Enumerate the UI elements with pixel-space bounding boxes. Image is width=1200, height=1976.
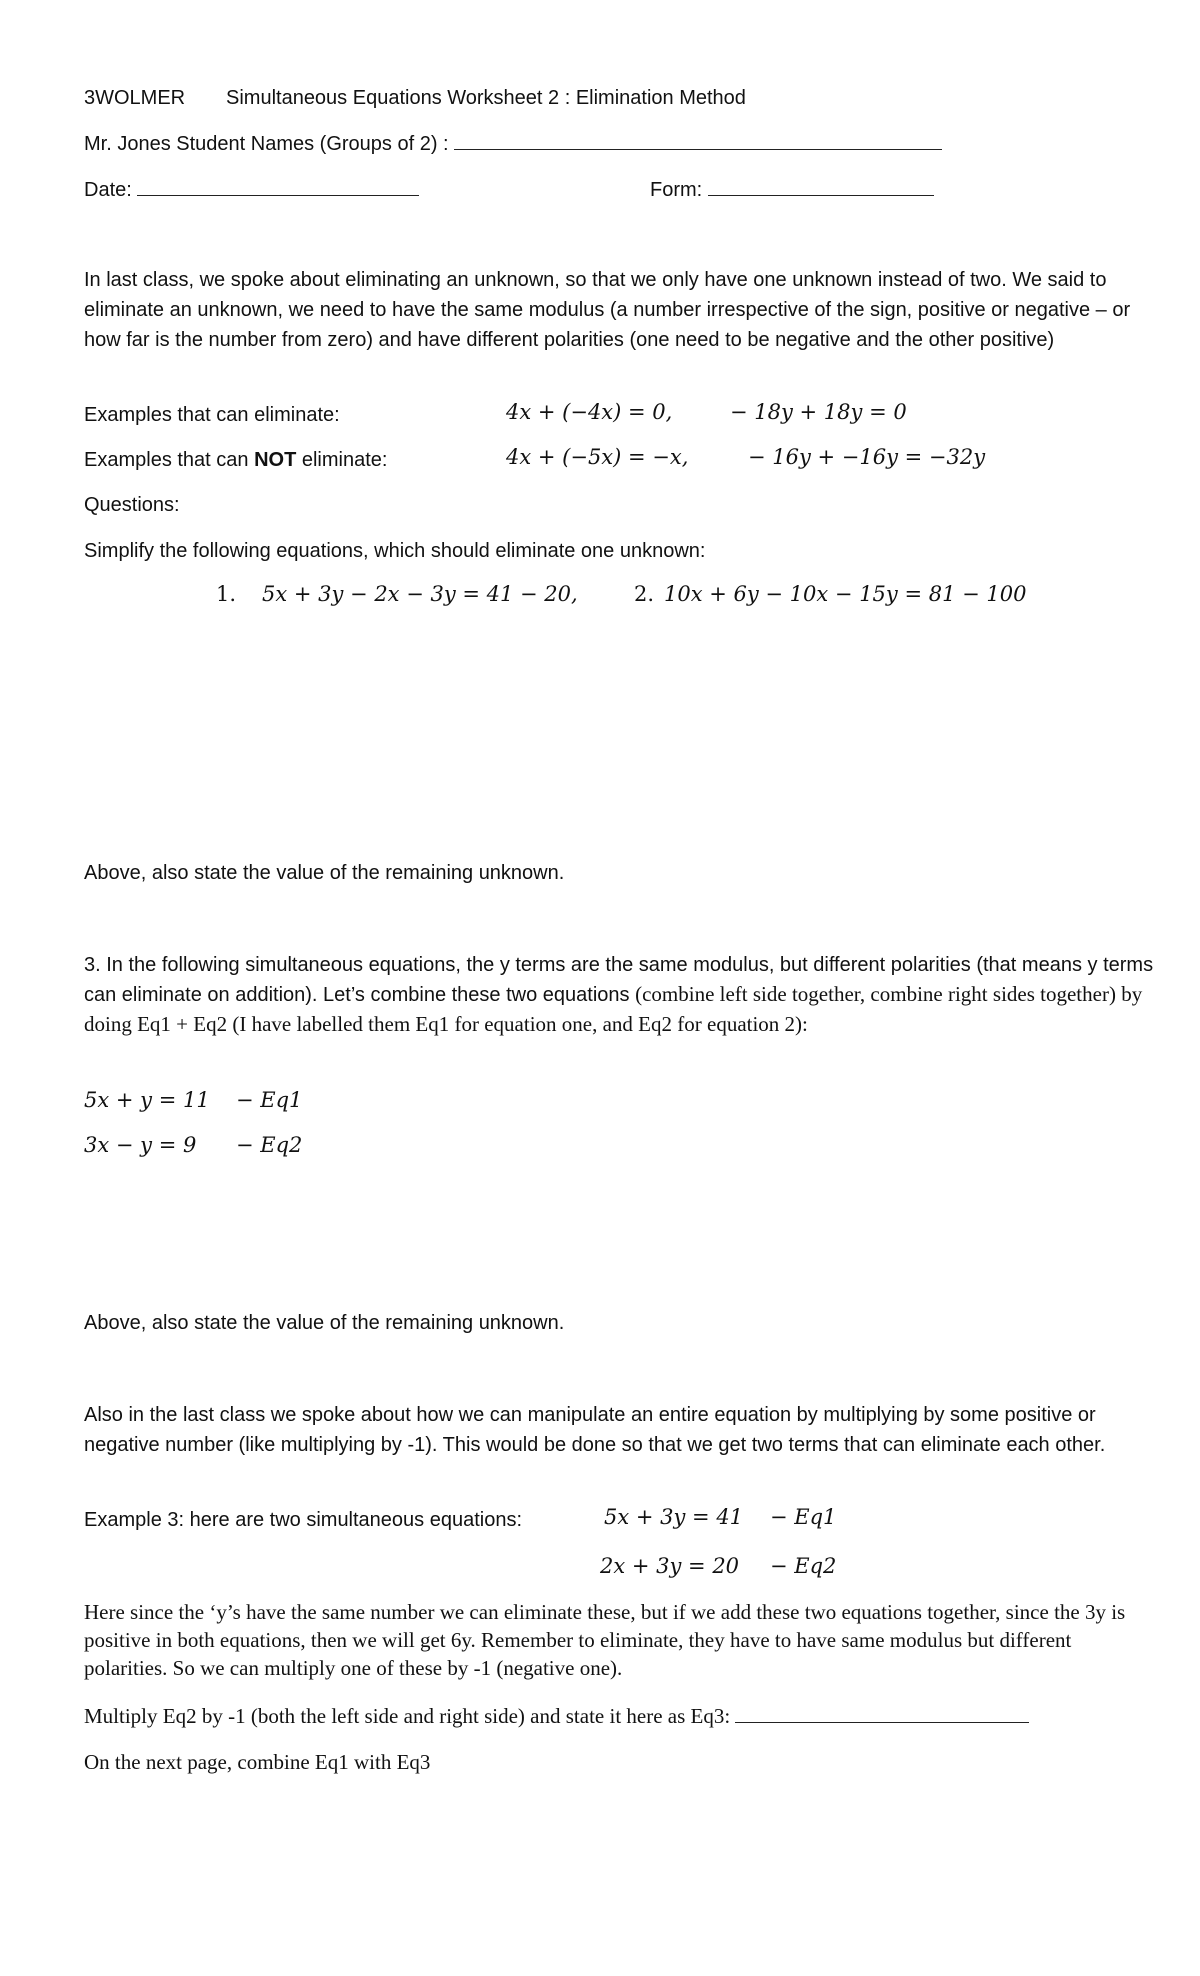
example-3-equation-1: 5x + 3y = 41 (604, 1505, 744, 1529)
student-names-label: Mr. Jones Student Names (Groups of 2) : (84, 133, 449, 155)
elimination-explanation: Here since the ‘y’s have the same number we can eliminate these, but if we add these two equations together, since the 3y is positive in both equations, then we will get 6y. Remember to eliminate, they have to have same modulus but different polarities. So we can multiply one of these by -1 (negative one). (84, 1600, 1126, 1680)
not-emphasis: NOT (254, 449, 297, 471)
course-code: 3WOLMER (84, 87, 186, 109)
example-3-label: Example 3: here are two simultaneous equations: (84, 1509, 523, 1531)
cannot-eliminate-eq2: − 16y + −16y = −32y (748, 445, 986, 469)
question-1-number: 1. (216, 582, 237, 606)
working-space-q3[interactable] (84, 1170, 1154, 1300)
q3-equation-2-label: − Eq2 (236, 1133, 303, 1157)
cannot-eliminate-label: Examples that can NOT eliminate: (84, 449, 388, 471)
form-label: Form: (650, 179, 703, 201)
date-blank[interactable] (137, 175, 419, 196)
form-row (650, 175, 934, 205)
can-eliminate-label: Examples that can eliminate: (84, 404, 340, 426)
example-3-equation-2: 2x + 3y = 20 (600, 1554, 740, 1578)
next-page-note: On the next page, combine Eq1 with Eq3 (84, 1750, 431, 1774)
multiply-instruction-row (84, 1702, 1029, 1730)
question-2-number: 2. (634, 582, 655, 606)
question-3-intro: 3. In the following simultaneous equations, the y terms are the same modulus, but different polarities (that means y terms can eliminate on addition). Let’s combine these two equations (combine left side together, combine right sides together) by doing Eq1 + Eq2 (I have labelled them Eq1 for equation one, and Eq2 for equation 2): (84, 954, 1154, 1036)
q3-equation-1-label: − Eq1 (236, 1088, 303, 1112)
question-1-equation: 5x + 3y − 2x − 3y = 41 − 20, (262, 582, 578, 606)
example-3-equation-2-label: − Eq2 (770, 1554, 837, 1578)
questions-heading: Questions: (84, 494, 180, 516)
date-label: Date: (84, 179, 132, 201)
example-3-equation-1-label: − Eq1 (770, 1505, 837, 1529)
q3-equation-1: 5x + y = 11 (84, 1088, 210, 1112)
state-value-note-2: Above, also state the value of the remaining unknown. (84, 1312, 565, 1334)
date-row (84, 175, 419, 205)
can-eliminate-eq1: 4x + (−4x) = 0, (506, 400, 673, 424)
manipulate-paragraph: Also in the last class we spoke about how we can manipulate an entire equation by multiplying by some positive or negative number (like multiplying by -1). This would be done so that we get two terms that can eliminate each other. (84, 1404, 1106, 1456)
questions-instruction: Simplify the following equations, which should eliminate one unknown: (84, 540, 706, 562)
student-names-blank[interactable] (454, 129, 942, 150)
intro-paragraph: In last class, we spoke about eliminating an unknown, so that we only have one unknown instead of two. We said to eliminate an unknown, we need to have the same modulus (a number irrespective of the sign, positive or negative – or how far is the number from zero) and have different polarities (one need to be negative and the other positive) (84, 269, 1131, 351)
cannot-eliminate-eq1: 4x + (−5x) = −x, (506, 445, 689, 469)
worksheet-title: Simultaneous Equations Worksheet 2 : Elimination Method (226, 87, 746, 109)
multiply-instruction: Multiply Eq2 by -1 (both the left side and right side) and state it here as Eq3: (84, 1704, 731, 1728)
form-blank[interactable] (708, 175, 934, 196)
state-value-note-1: Above, also state the value of the remaining unknown. (84, 862, 565, 884)
q3-equation-2: 3x − y = 9 (84, 1133, 197, 1157)
can-eliminate-eq2: − 18y + 18y = 0 (730, 400, 907, 424)
student-names-row (84, 129, 942, 159)
eq3-answer-blank[interactable] (735, 1702, 1029, 1723)
working-space-q1-q2[interactable] (84, 625, 1154, 850)
question-2-equation: 10x + 6y − 10x − 15y = 81 − 100 (664, 582, 1027, 606)
